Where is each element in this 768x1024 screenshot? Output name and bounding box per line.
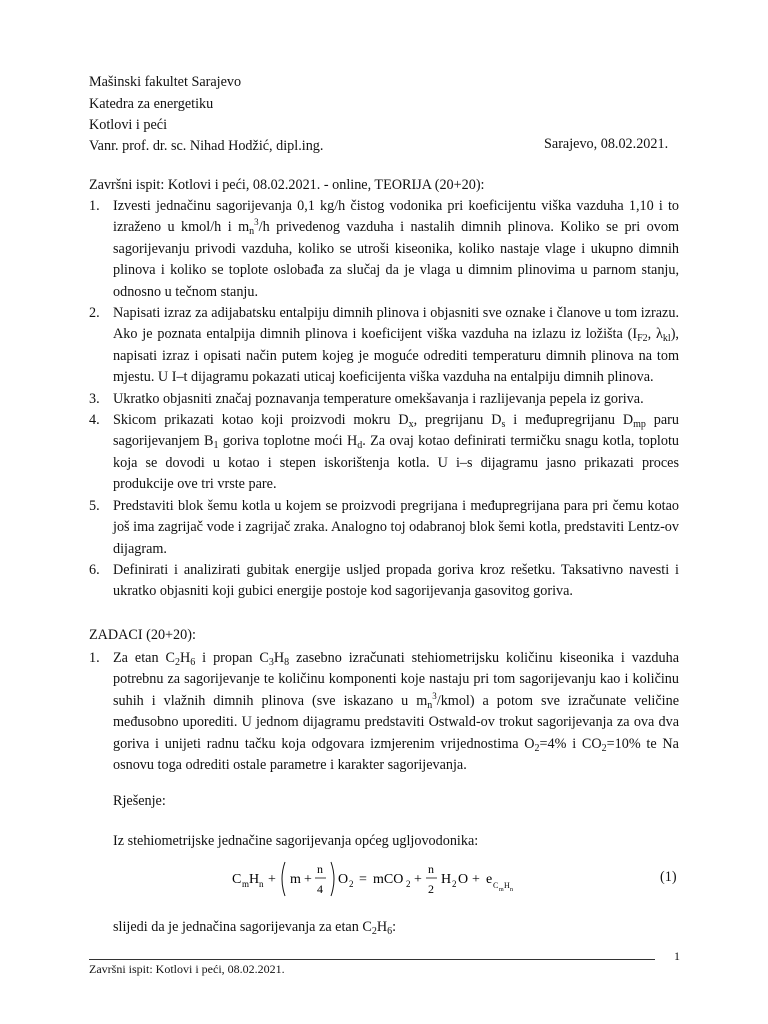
- solution-label: Rješenje:: [113, 793, 166, 809]
- faculty-name: Mašinski fakultet Sarajevo: [89, 74, 242, 90]
- task-list: [89, 648, 679, 776]
- theory-question-1: 1. Izvesti jednačinu sagorijevanja 0,1 kg/h čistog vodonika pri koeficijentu viška vazduha 1,10 i to izraženo u kmol/h i $m_n^3/h$ privedenog vazduha i nastalih dimnih plinova. Koliko se pri ovom sagorijevanju privodi vazduha, koliko se utroši kiseonika, koliko nastaje vlage i ukupno dimnih plinova i koliko se toplote oslobađa za slučaj da je vlaga u dimnim plinovima u parnom stanju, odnosno u tečnom stanju.: [89, 198, 679, 300]
- footer-divider: [89, 959, 655, 960]
- question-number: 5.: [89, 497, 100, 514]
- eq-plus-4: +: [472, 872, 480, 887]
- eq-m: m: [290, 872, 301, 887]
- department-name: Katedra za energetiku: [89, 96, 214, 112]
- theory-question-2: 2. Napisati izraz za adijabatsku entalpiju dimnih plinova i objasniti sve oznake i članove u tom izrazu. Ako je poznata entalpija dimnih plinova i koeficijent viška vazduha na izlazu iz ložišta ($I_{F2}$, $\lambda_{kl}$), napisati izraz i opisati način putem kojeg je moguće odrediti temperaturu dimnih plinova na tom mjestu. U I–t dijagramu pokazati uticaj koeficijenta viška vazduha na entalpiju dimnih plinova.: [89, 305, 679, 386]
- eq-carbon: C: [232, 872, 242, 887]
- eq-o2-sub: 2: [349, 879, 354, 889]
- course-name: Kotlovi i peći: [89, 117, 168, 133]
- eq-equals: =: [359, 872, 367, 887]
- eq-energy-sub-c: C: [493, 881, 499, 890]
- eq-frac-4: 4: [317, 882, 323, 896]
- document-date: Sarajevo, 08.02.2021.: [544, 136, 669, 152]
- theory-question-6: 6. Definirati i analizirati gubitak energije usljed propada goriva kroz rešetku. Taksativno navesti i ukratko objasniti koji gubici energije postoje kod sagorijevanja gasovitog goriva.: [89, 561, 679, 600]
- author-name: Vanr. prof. dr. sc. Nihad Hodžić, dipl.ing.: [89, 138, 324, 154]
- question-number: 4.: [89, 412, 100, 429]
- eq-energy-sub-n: n: [510, 887, 513, 893]
- tasks-title: ZADACI (20+20):: [89, 627, 196, 643]
- eq-left-paren: [282, 862, 285, 896]
- eq-mco: mCO: [373, 872, 404, 887]
- eq-plus-1: +: [268, 872, 276, 887]
- eq-plus-3: +: [414, 872, 422, 887]
- eq-frac2-2: 2: [428, 882, 434, 896]
- eq-frac-n: n: [317, 862, 323, 876]
- eq-h2o-sub: 2: [452, 879, 457, 889]
- theory-question-4: 4. Skicom prikazati kotao koji proizvodi mokru $D_x$, pregrijanu $D_s$ i međupregrijanu $D_{mp}$ paru sagorijevanjem $B_1$ goriva toplotne moći $H_d$. Za ovaj kotao definirati termičku snagu kotla, toplotu koja se dovodi u kotao i stepen iskorištenja kotla. U i–s dijagramu jasno prikazati proces produkcije ove tri vrste pare.: [89, 412, 679, 493]
- combustion-equation: [230, 858, 560, 900]
- eq-plus-2: +: [304, 872, 312, 887]
- question-number: 6.: [89, 561, 100, 578]
- question-number: 2.: [89, 305, 100, 322]
- eq-energy-sub-h: H: [504, 881, 510, 890]
- eq-sub-m: m: [242, 879, 250, 889]
- eq-oxygen: O: [338, 872, 349, 887]
- page-number: 1: [674, 949, 680, 963]
- footer-text: Završni ispit: Kotlovi i peći, 08.02.2021.: [89, 962, 285, 976]
- task-1: 1. Za etan $C_2H_6$ i propan $C_3H_8$ zasebno izračunati stehiometrijsku količinu kiseonika i vazduha potrebnu za sagorijevanje te količinu komponenti koje nastaju pri tom sagorijevanju kao i količinu suhih i vlažnih dimnih plinova (sve iskazano u $m_n^3/kmol$) a potom sve izračunate veličine međusobno uporediti. U jednom dijagramu predstaviti Ostwald-ov trokut sagorijevanja za ova dva goriva i unijeti radnu tačku koja odgovara izmjerenim vrijednostima $O_2=4\%$ i $CO_2=10\%$ te Na osnovu toga odrediti ostale parametre i karakter sagorijevanja.: [89, 650, 680, 774]
- eq-energy: e: [486, 872, 493, 887]
- eq-hydrogen: H: [249, 872, 260, 887]
- eq-energy-sub-m: m: [499, 887, 504, 893]
- theory-question-5: 5. Predstaviti blok šemu kotla u kojem se proizvodi pregrijana i međupregrijana para pri čemu kotao još ima zagrijač vode i zagrijač zraka. Analogno toj odabranoj blok šemi kotla, predstaviti Lentz-ov dijagram.: [89, 497, 679, 557]
- equation-number: (1): [660, 869, 677, 885]
- question-number: 1.: [89, 198, 100, 214]
- exam-title: Završni ispit: Kotlovi i peći, 08.02.2021. - online, TEORIJA (20+20):: [89, 177, 485, 193]
- eq-h2o-h: H: [441, 872, 452, 887]
- theory-questions: [89, 196, 679, 603]
- ethane-equation-intro: slijedi da je jednačina sagorijevanja za etan $C_2H_6$:: [113, 919, 397, 937]
- eq-frac2-n: n: [428, 862, 434, 876]
- theory-question-3: 3. Ukratko objasniti značaj poznavanja temperature omekšavanja i razlijevanja pepela iz goriva.: [89, 389, 679, 410]
- question-number: 3.: [89, 390, 100, 407]
- eq-right-paren: [331, 862, 334, 896]
- solution-intro: Iz stehiometrijske jednačine sagorijevanja općeg ugljovodonika:: [113, 833, 479, 849]
- eq-co2-sub: 2: [406, 879, 411, 889]
- eq-sub-n: n: [259, 879, 264, 889]
- eq-h2o-o: O: [458, 872, 469, 887]
- task-number: 1.: [89, 650, 100, 666]
